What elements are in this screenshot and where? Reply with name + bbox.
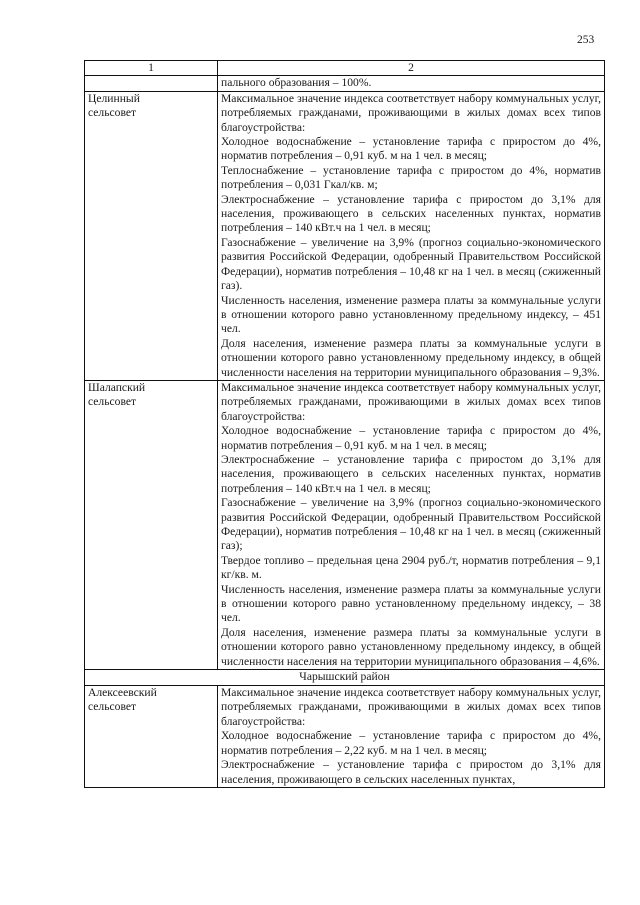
document-table [84, 60, 605, 788]
municipality-name-shalapsky [85, 380, 218, 669]
description-paragraph: Доля населения, изменение размера платы за коммунальные услуги в отношении которого равно установленному предельному индексу, в общей численности населения на территории муниципального образования – 4,6%. [221, 625, 601, 668]
municipality-name-line: Алексеевский [88, 686, 157, 700]
municipality-name-line: сельсовет [88, 106, 137, 120]
description-paragraph: Численность населения, изменение размера платы за коммунальные услуги в отношении которого равно установленному предельному индексу, – 38 чел. [221, 582, 601, 625]
description-paragraph: Численность населения, изменение размера платы за коммунальные услуги в отношении которого равно установленному предельному индексу, – 451 чел. [221, 293, 601, 336]
table-header-row [85, 61, 605, 76]
municipality-name-line: Шалапский [88, 380, 146, 394]
municipality-description-shalapsky [218, 380, 605, 669]
description-paragraph: Газоснабжение – увеличение на 3,9% (прогноз социально-экономического развития Российской Федерации, одобренный Правительством Российской Федерации), норматив потребления – 10,48 кг на 1 чел. в месяц (сжиженный газ); [221, 496, 601, 553]
description-paragraph: Холодное водоснабжение – установление тарифа с приростом до 4%, норматив потребления – 0,91 куб. м на 1 чел. в месяц; [221, 135, 601, 163]
municipality-description-alekseevsky [218, 686, 605, 788]
description-paragraph: Максимальное значение индекса соответствует набору коммунальных услуг, потребляемых гражданами, проживающими в жилых домах всех типов благоустройства: [221, 686, 601, 728]
description-paragraph: Твердое топливо – предельная цена 2904 руб./т, норматив потребления – 9,1 кг/кв. м. [221, 553, 601, 582]
description-paragraph: Доля населения, изменение размера платы за коммунальные услуги в отношении которого равно установленному предельному индексу, в общей численности населения на территории муниципального образования – 9,3%. [221, 336, 601, 379]
description-paragraph: Холодное водоснабжение – установление тарифа с приростом до 4%, норматив потребления – 2,22 куб. м на 1 чел. в месяц; [221, 729, 601, 757]
municipality-name-line: Целинный [88, 91, 140, 105]
municipality-name-line: сельсовет [88, 700, 137, 714]
table-row [85, 91, 605, 380]
description-paragraph: Теплоснабжение – установление тарифа с приростом до 4%, норматив потребления – 0,031 Гкал/кв. м; [221, 163, 601, 192]
description-paragraph: Холодное водоснабжение – установление тарифа с приростом до 4%, норматив потребления – 0,91 куб. м на 1 чел. в месяц; [221, 424, 601, 452]
header-col-2: 2 [218, 61, 605, 76]
page-number: 253 [577, 34, 595, 46]
municipality-description-tselinny [218, 91, 605, 380]
municipality-name-tselinny [85, 91, 218, 380]
district-title: Чарышский район [85, 670, 605, 686]
header-col-1: 1 [85, 61, 218, 76]
description-paragraph: Максимальное значение индекса соответствует набору коммунальных услуг, потребляемых гражданами, проживающими в жилых домах всех типов благоустройства: [221, 91, 601, 134]
continuation-text: пального образования – 100%. [218, 76, 605, 91]
description-paragraph: Максимальное значение индекса соответствует набору коммунальных услуг, потребляемых гражданами, проживающими в жилых домах всех типов благоустройства: [221, 380, 601, 423]
description-paragraph: Газоснабжение – увеличение на 3,9% (прогноз социально-экономического развития Российской Федерации, одобренный Правительством Российской Федерации), норматив потребления – 10,48 кг на 1 чел. в месяц (сжиженный газ). [221, 235, 601, 293]
description-paragraph: Электроснабжение – установление тарифа с приростом до 3,1% для населения, проживающего в сельских населенных пунктах, [221, 758, 601, 786]
table-row [85, 686, 605, 788]
table-row [85, 380, 605, 669]
municipality-name-alekseevsky [85, 686, 218, 788]
continuation-empty-cell [85, 76, 218, 91]
district-header-row [85, 670, 605, 686]
continuation-row [85, 76, 605, 91]
municipality-name-line: сельсовет [88, 395, 137, 409]
description-paragraph: Электроснабжение – установление тарифа с приростом до 3,1% для населения, проживающего в сельских населенных пунктах, норматив потребления – 140 кВт.ч на 1 чел. в месяц; [221, 452, 601, 495]
description-paragraph: Электроснабжение – установление тарифа с приростом до 3,1% для населения, проживающего в сельских населенных пунктах, норматив потребления – 140 кВт.ч на 1 чел. в месяц; [221, 192, 601, 235]
